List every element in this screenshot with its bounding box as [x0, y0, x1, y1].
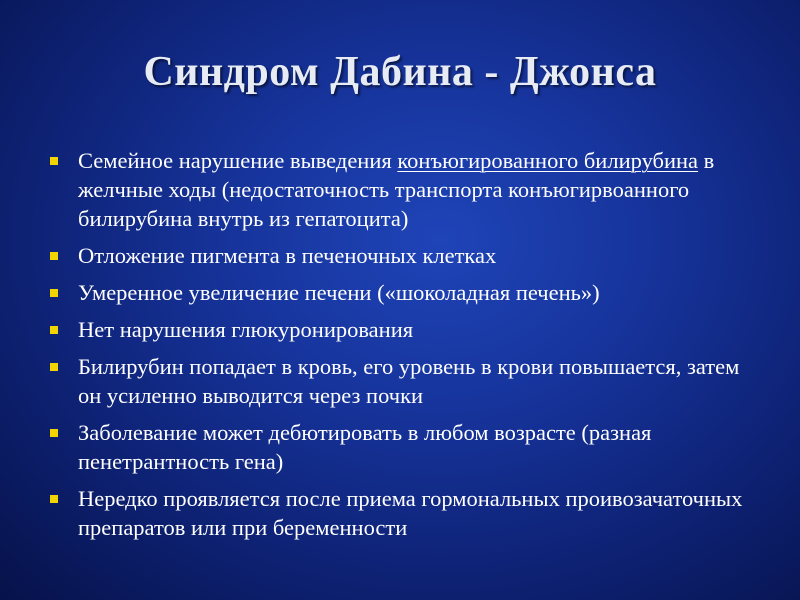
bullet-text-start: Семейное нарушение выведения	[78, 148, 398, 173]
square-bullet-icon	[50, 157, 58, 165]
bullet-list	[48, 146, 760, 550]
square-bullet-icon	[50, 363, 58, 371]
bullet-text: Нередко проявляется после приема гормональных проивозачаточных препаратов или при беременности	[78, 486, 743, 540]
bullet-text: Отложение пигмента в печеночных клетках	[78, 243, 497, 268]
square-bullet-icon	[50, 495, 58, 503]
bullet-item	[48, 484, 760, 542]
bullet-item	[48, 241, 760, 270]
bullet-item	[48, 146, 760, 233]
square-bullet-icon	[50, 429, 58, 437]
bullet-text-end: в желчные ходы (недостаточность транспорта конъюгирвоанного билирубина внутрь из гепатоцита)	[78, 148, 715, 231]
square-bullet-icon	[50, 252, 58, 260]
bullet-text-underlined: конъюгированного билирубина	[397, 148, 699, 173]
bullet-item	[48, 278, 760, 307]
bullet-item	[48, 315, 760, 344]
square-bullet-icon	[50, 289, 58, 297]
bullet-text: Умеренное увеличение печени («шоколадная печень»)	[78, 280, 600, 305]
bullet-text: Заболевание может дебютировать в любом возрасте (разная пенетрантность гена)	[78, 420, 652, 474]
bullet-text: Нет нарушения глюкуронирования	[78, 317, 414, 342]
bullet-item	[48, 352, 760, 410]
bullet-text: Билирубин попадает в кровь, его уровень в крови повышается, затем он усиленно выводится через почки	[78, 354, 740, 408]
slide-title: Синдром Дабина - Джонса	[143, 49, 657, 95]
bullet-item	[48, 418, 760, 476]
square-bullet-icon	[50, 326, 58, 334]
